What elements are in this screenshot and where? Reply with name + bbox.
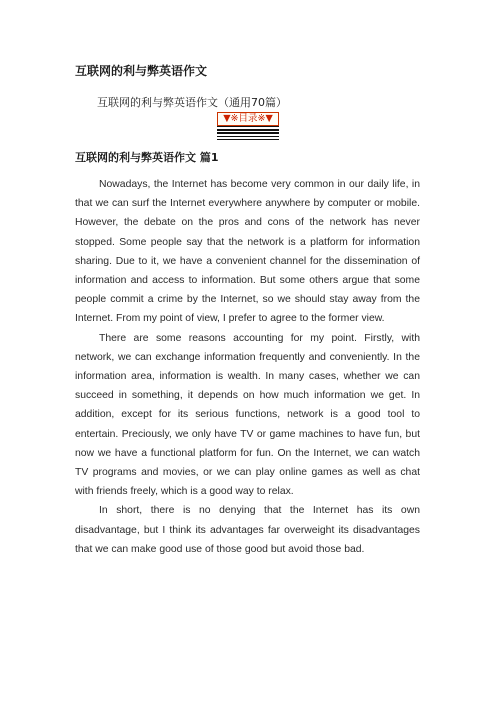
toc-divider: [217, 136, 279, 137]
paragraph: There are some reasons accounting for my point. Firstly, with network, we can exchange information frequently and conveniently. In the information area, information is wealth. In many cases, whether we can succeed in something, it depends on how much information we get. In addition, except for its serious functions, network is a good tool to entertain. Preciously, we only have TV or game machines to have fun, but now we have a functional platform for fun. On the Internet, we can watch TV programs and movies, or we can play online games as well as chat with friends freely, which is a good way to relax.: [75, 332, 420, 498]
paragraph: Nowadays, the Internet has become very common in our daily life, in that we can surf the Internet everywhere anywhere by computer or mobile. However, the debate on the pros and cons of the network has never stopped. Some people say that the network is a platform for information sharing. Due to it, we have a convenient channel for the dissemination of information and access to information. But some others argue that some people commit a crime by the Internet, so we should stay away from the Internet. From my point of view, I prefer to agree to the former view.: [75, 179, 420, 325]
toc-divider: [217, 132, 279, 133]
toc-divider: [217, 129, 279, 130]
toc-divider: [217, 126, 279, 127]
essay-body: [75, 175, 420, 559]
document-title: 互联网的利与弊英语作文: [75, 64, 208, 78]
paragraph: In short, there is no denying that the Internet has its own disadvantage, but I think its advantages far overweight its disadvantages that we can make good use of those good but avoid those bad.: [75, 505, 420, 555]
toc-collapsed-lines: [217, 126, 279, 142]
section-heading: 互联网的利与弊英语作文 篇1: [75, 151, 219, 164]
document-subtitle: 互联网的利与弊英语作文（通用70篇）: [97, 96, 287, 109]
toc-divider: [217, 139, 279, 140]
toc-link[interactable]: ▼※目录※▼: [217, 112, 279, 126]
